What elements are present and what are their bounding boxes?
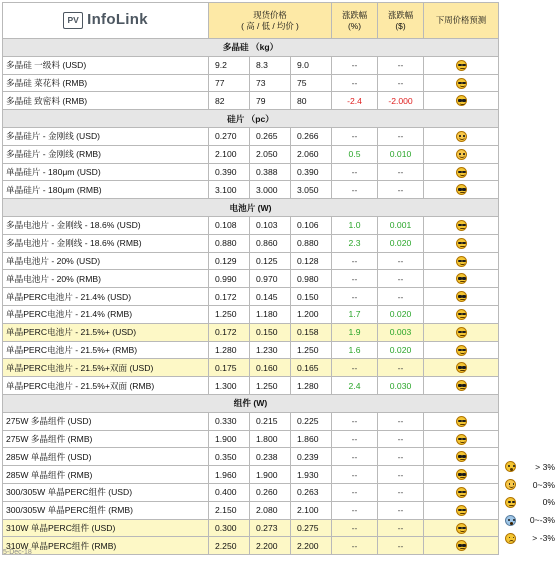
forecast-cell bbox=[424, 537, 499, 555]
sunglasses-face-icon bbox=[456, 309, 467, 320]
sunglasses-face-icon bbox=[456, 434, 467, 445]
change-pct: -- bbox=[332, 163, 378, 181]
change-pct: -- bbox=[332, 74, 378, 92]
price-avg: 1.200 bbox=[291, 305, 332, 323]
sunglasses-face-icon bbox=[456, 505, 467, 516]
product-name: 单晶PERC电池片 - 21.5%+双面 (RMB) bbox=[3, 377, 209, 395]
forecast-cell bbox=[424, 288, 499, 306]
legend-item bbox=[503, 529, 557, 547]
product-name: 单晶硅片 - 180μm (RMB) bbox=[3, 181, 209, 199]
price-low: 1.800 bbox=[250, 430, 291, 448]
product-name: 单晶PERC电池片 - 21.5%+ (USD) bbox=[3, 323, 209, 341]
price-low: 0.970 bbox=[250, 270, 291, 288]
sunglasses-face-icon bbox=[456, 291, 467, 302]
forecast-cell bbox=[424, 430, 499, 448]
forecast-cell bbox=[424, 252, 499, 270]
change-amount: -- bbox=[378, 163, 424, 181]
price-high: 2.150 bbox=[209, 501, 250, 519]
product-name: 300/305W 单晶PERC组件 (USD) bbox=[3, 483, 209, 501]
change-pct: 1.0 bbox=[332, 216, 378, 234]
price-low: 0.238 bbox=[250, 448, 291, 466]
sunglasses-face-icon bbox=[456, 362, 467, 373]
price-avg: 0.390 bbox=[291, 163, 332, 181]
price-avg: 0.158 bbox=[291, 323, 332, 341]
price-low: 1.900 bbox=[250, 466, 291, 484]
price-high: 82 bbox=[209, 92, 250, 110]
product-name: 多晶硅 菜花料 (RMB) bbox=[3, 74, 209, 92]
table-row bbox=[3, 359, 499, 377]
price-high: 0.880 bbox=[209, 234, 250, 252]
change-amount: -- bbox=[378, 127, 424, 145]
change-pct: -- bbox=[332, 359, 378, 377]
table-row bbox=[3, 145, 499, 163]
change-amount: -- bbox=[378, 448, 424, 466]
product-name: 310W 单晶PERC组件 (USD) bbox=[3, 519, 209, 537]
product-name: 285W 单晶组件 (USD) bbox=[3, 448, 209, 466]
table-row bbox=[3, 466, 499, 484]
product-name: 多晶硅 一级料 (USD) bbox=[3, 56, 209, 74]
forecast-cell bbox=[424, 412, 499, 430]
price-low: 1.230 bbox=[250, 341, 291, 359]
infolink-logo bbox=[63, 11, 148, 30]
date-stamp: 5-Dec-18 bbox=[3, 549, 32, 556]
forecast-cell bbox=[424, 341, 499, 359]
change-amount: 0.030 bbox=[378, 377, 424, 395]
price-low: 79 bbox=[250, 92, 291, 110]
legend-item bbox=[503, 458, 557, 476]
legend-label: > -3% bbox=[532, 533, 555, 544]
change-pct: -- bbox=[332, 501, 378, 519]
change-amount: -- bbox=[378, 430, 424, 448]
price-avg: 80 bbox=[291, 92, 332, 110]
change-pct: -- bbox=[332, 466, 378, 484]
table-header-row bbox=[3, 3, 499, 39]
change-amount: -- bbox=[378, 501, 424, 519]
change-pct: -- bbox=[332, 181, 378, 199]
change-pct: 0.5 bbox=[332, 145, 378, 163]
legend-item bbox=[503, 511, 557, 529]
price-low: 2.080 bbox=[250, 501, 291, 519]
spot-price-title: 现货价格 bbox=[253, 10, 287, 20]
table-row bbox=[3, 377, 499, 395]
change-pct: -- bbox=[332, 127, 378, 145]
forecast-cell bbox=[424, 377, 499, 395]
product-name: 单晶PERC电池片 - 21.5%+ (RMB) bbox=[3, 341, 209, 359]
price-avg: 1.860 bbox=[291, 430, 332, 448]
table-row bbox=[3, 483, 499, 501]
table-row bbox=[3, 323, 499, 341]
product-name: 单晶电池片 - 20% (RMB) bbox=[3, 270, 209, 288]
change-amount: 0.003 bbox=[378, 323, 424, 341]
smile-face-icon bbox=[505, 479, 516, 490]
price-avg: 0.266 bbox=[291, 127, 332, 145]
section-row bbox=[3, 39, 499, 57]
change-amount: -- bbox=[378, 483, 424, 501]
change-pct: -- bbox=[332, 430, 378, 448]
price-high: 0.390 bbox=[209, 163, 250, 181]
forecast-cell bbox=[424, 270, 499, 288]
price-avg: 0.263 bbox=[291, 483, 332, 501]
table-row bbox=[3, 412, 499, 430]
price-low: 1.250 bbox=[250, 377, 291, 395]
price-low: 0.150 bbox=[250, 323, 291, 341]
change-amount: 0.020 bbox=[378, 341, 424, 359]
price-low: 73 bbox=[250, 74, 291, 92]
price-high: 1.960 bbox=[209, 466, 250, 484]
change-pct-unit: (%) bbox=[348, 20, 362, 31]
price-high: 0.300 bbox=[209, 519, 250, 537]
change-amount: -- bbox=[378, 74, 424, 92]
change-amount: -- bbox=[378, 537, 424, 555]
product-name: 多晶硅片 - 金刚线 (RMB) bbox=[3, 145, 209, 163]
price-low: 2.200 bbox=[250, 537, 291, 555]
forecast-cell bbox=[424, 483, 499, 501]
price-high: 1.280 bbox=[209, 341, 250, 359]
price-low: 0.160 bbox=[250, 359, 291, 377]
change-amount: 0.001 bbox=[378, 216, 424, 234]
price-low: 0.273 bbox=[250, 519, 291, 537]
price-low: 0.215 bbox=[250, 412, 291, 430]
pv-logo-icon: PV bbox=[63, 12, 83, 29]
price-high: 0.270 bbox=[209, 127, 250, 145]
price-table bbox=[2, 2, 499, 555]
price-avg: 1.930 bbox=[291, 466, 332, 484]
legend-label: > 3% bbox=[535, 461, 555, 472]
section-title: 硅片 （pc） bbox=[3, 110, 499, 128]
price-high: 1.300 bbox=[209, 377, 250, 395]
price-high: 3.100 bbox=[209, 181, 250, 199]
table-row bbox=[3, 234, 499, 252]
price-high: 9.2 bbox=[209, 56, 250, 74]
table-row bbox=[3, 501, 499, 519]
product-name: 单晶PERC电池片 - 21.4% (RMB) bbox=[3, 305, 209, 323]
smile-face-icon bbox=[456, 149, 467, 160]
change-amount: -- bbox=[378, 56, 424, 74]
section-title: 电池片 (W) bbox=[3, 199, 499, 217]
change-pct: -- bbox=[332, 270, 378, 288]
price-high: 0.400 bbox=[209, 483, 250, 501]
change-amount: -- bbox=[378, 270, 424, 288]
change-amount: -- bbox=[378, 359, 424, 377]
sunglasses-face-icon bbox=[456, 327, 467, 338]
sunglasses-face-icon bbox=[505, 497, 516, 508]
sunglasses-face-icon bbox=[456, 273, 467, 284]
logo-text: InfoLink bbox=[87, 11, 148, 29]
legend-item bbox=[503, 494, 557, 512]
change-pct: 1.6 bbox=[332, 341, 378, 359]
price-avg: 0.880 bbox=[291, 234, 332, 252]
table-row bbox=[3, 74, 499, 92]
price-avg: 9.0 bbox=[291, 56, 332, 74]
forecast-legend bbox=[503, 458, 557, 547]
product-name: 285W 单晶组件 (RMB) bbox=[3, 466, 209, 484]
price-low: 0.265 bbox=[250, 127, 291, 145]
legend-label: 0% bbox=[542, 497, 555, 508]
table-row bbox=[3, 448, 499, 466]
forecast-cell bbox=[424, 359, 499, 377]
product-name: 多晶电池片 - 金刚线 - 18.6% (RMB) bbox=[3, 234, 209, 252]
section-title: 多晶硅 （kg） bbox=[3, 39, 499, 57]
sunglasses-face-icon bbox=[456, 469, 467, 480]
sunglasses-face-icon bbox=[456, 167, 467, 178]
change-amount: -- bbox=[378, 252, 424, 270]
price-low: 0.860 bbox=[250, 234, 291, 252]
forecast-cell bbox=[424, 145, 499, 163]
sunglasses-face-icon bbox=[456, 416, 467, 427]
price-avg: 1.250 bbox=[291, 341, 332, 359]
product-name: 275W 多晶组件 (RMB) bbox=[3, 430, 209, 448]
table-row bbox=[3, 181, 499, 199]
sunglasses-face-icon bbox=[456, 380, 467, 391]
product-name: 275W 多晶组件 (USD) bbox=[3, 412, 209, 430]
table-row bbox=[3, 127, 499, 145]
product-name: 310W 单晶PERC组件 (RMB) bbox=[3, 537, 209, 555]
product-name: 单晶电池片 - 20% (USD) bbox=[3, 252, 209, 270]
change-pct-title: 涨跌幅 bbox=[341, 10, 368, 20]
price-high: 1.250 bbox=[209, 305, 250, 323]
sunglasses-face-icon bbox=[456, 220, 467, 231]
table-row bbox=[3, 56, 499, 74]
sunglasses-face-icon bbox=[456, 487, 467, 498]
forecast-cell bbox=[424, 216, 499, 234]
price-avg: 0.106 bbox=[291, 216, 332, 234]
forecast-cell bbox=[424, 305, 499, 323]
smile-face-icon bbox=[456, 131, 467, 142]
table-row bbox=[3, 341, 499, 359]
forecast-cell bbox=[424, 519, 499, 537]
price-high: 0.175 bbox=[209, 359, 250, 377]
change-pct: -- bbox=[332, 288, 378, 306]
table-row bbox=[3, 252, 499, 270]
price-avg: 0.225 bbox=[291, 412, 332, 430]
sunglasses-face-icon bbox=[456, 451, 467, 462]
product-name: 单晶PERC电池片 - 21.5%+双面 (USD) bbox=[3, 359, 209, 377]
price-low: 0.145 bbox=[250, 288, 291, 306]
product-name: 多晶电池片 - 金刚线 - 18.6% (USD) bbox=[3, 216, 209, 234]
price-avg: 2.200 bbox=[291, 537, 332, 555]
change-pct: 1.9 bbox=[332, 323, 378, 341]
spot-price-subtitle: ( 高 / 低 / 均价 ) bbox=[241, 20, 299, 31]
forecast-cell bbox=[424, 323, 499, 341]
forecast-cell bbox=[424, 181, 499, 199]
change-pct: -- bbox=[332, 537, 378, 555]
sunglasses-face-icon bbox=[456, 345, 467, 356]
price-high: 1.900 bbox=[209, 430, 250, 448]
change-amount: -- bbox=[378, 466, 424, 484]
table-row bbox=[3, 270, 499, 288]
price-avg: 1.280 bbox=[291, 377, 332, 395]
change-pct: -2.4 bbox=[332, 92, 378, 110]
change-amount: 0.020 bbox=[378, 234, 424, 252]
spot-price-header bbox=[209, 3, 332, 39]
change-pct: -- bbox=[332, 412, 378, 430]
change-amount: -- bbox=[378, 519, 424, 537]
product-name: 300/305W 单晶PERC组件 (RMB) bbox=[3, 501, 209, 519]
forecast-cell bbox=[424, 466, 499, 484]
price-high: 2.100 bbox=[209, 145, 250, 163]
price-high: 0.330 bbox=[209, 412, 250, 430]
sunglasses-face-icon bbox=[456, 184, 467, 195]
sunglasses-face-icon bbox=[456, 78, 467, 89]
change-usd-unit: ($) bbox=[395, 20, 406, 31]
price-high: 0.108 bbox=[209, 216, 250, 234]
forecast-cell bbox=[424, 501, 499, 519]
forecast-cell bbox=[424, 234, 499, 252]
sunglasses-face-icon bbox=[456, 95, 467, 106]
product-name: 单晶硅片 - 180μm (USD) bbox=[3, 163, 209, 181]
forecast-cell bbox=[424, 74, 499, 92]
table-row bbox=[3, 288, 499, 306]
sunglasses-face-icon bbox=[456, 256, 467, 267]
legend-item bbox=[503, 476, 557, 494]
logo-cell bbox=[3, 3, 209, 39]
price-avg: 0.128 bbox=[291, 252, 332, 270]
price-avg: 0.980 bbox=[291, 270, 332, 288]
forecast-cell bbox=[424, 56, 499, 74]
section-title: 组件 (W) bbox=[3, 394, 499, 412]
table-row bbox=[3, 163, 499, 181]
fearful-face-icon bbox=[505, 461, 516, 472]
section-row bbox=[3, 199, 499, 217]
price-low: 0.388 bbox=[250, 163, 291, 181]
change-amount: -2.000 bbox=[378, 92, 424, 110]
price-low: 0.125 bbox=[250, 252, 291, 270]
change-pct: -- bbox=[332, 483, 378, 501]
table-row bbox=[3, 519, 499, 537]
change-pct: -- bbox=[332, 448, 378, 466]
product-name: 单晶PERC电池片 - 21.4% (USD) bbox=[3, 288, 209, 306]
table-row bbox=[3, 216, 499, 234]
change-pct: 1.7 bbox=[332, 305, 378, 323]
change-usd-title: 涨跌幅 bbox=[387, 10, 414, 20]
change-pct: -- bbox=[332, 519, 378, 537]
price-low: 2.050 bbox=[250, 145, 291, 163]
price-high: 0.990 bbox=[209, 270, 250, 288]
section-row bbox=[3, 394, 499, 412]
change-pct-header bbox=[332, 3, 378, 39]
price-avg: 2.100 bbox=[291, 501, 332, 519]
forecast-cell bbox=[424, 448, 499, 466]
change-amount: -- bbox=[378, 288, 424, 306]
product-name: 多晶硅片 - 金刚线 (USD) bbox=[3, 127, 209, 145]
change-pct: -- bbox=[332, 252, 378, 270]
price-avg: 0.239 bbox=[291, 448, 332, 466]
sunglasses-face-icon bbox=[456, 523, 467, 534]
change-amount: 0.020 bbox=[378, 305, 424, 323]
price-high: 77 bbox=[209, 74, 250, 92]
price-low: 3.000 bbox=[250, 181, 291, 199]
forecast-cell bbox=[424, 163, 499, 181]
price-high: 0.172 bbox=[209, 288, 250, 306]
table-row bbox=[3, 305, 499, 323]
price-high: 0.350 bbox=[209, 448, 250, 466]
change-usd-header bbox=[378, 3, 424, 39]
scared-face-icon bbox=[505, 515, 516, 526]
change-amount: 0.010 bbox=[378, 145, 424, 163]
price-avg: 3.050 bbox=[291, 181, 332, 199]
section-row bbox=[3, 110, 499, 128]
forecast-cell bbox=[424, 127, 499, 145]
price-high: 0.172 bbox=[209, 323, 250, 341]
price-avg: 2.060 bbox=[291, 145, 332, 163]
table-row bbox=[3, 92, 499, 110]
price-low: 0.260 bbox=[250, 483, 291, 501]
price-high: 2.250 bbox=[209, 537, 250, 555]
price-low: 8.3 bbox=[250, 56, 291, 74]
product-name: 多晶硅 致密料 (RMB) bbox=[3, 92, 209, 110]
change-amount: -- bbox=[378, 412, 424, 430]
forecast-header: 下周价格预测 bbox=[424, 3, 499, 39]
forecast-cell bbox=[424, 92, 499, 110]
price-low: 1.180 bbox=[250, 305, 291, 323]
table-row bbox=[3, 430, 499, 448]
price-avg: 75 bbox=[291, 74, 332, 92]
price-high: 0.129 bbox=[209, 252, 250, 270]
price-avg: 0.165 bbox=[291, 359, 332, 377]
price-avg: 0.150 bbox=[291, 288, 332, 306]
sunglasses-face-icon bbox=[456, 238, 467, 249]
price-low: 0.103 bbox=[250, 216, 291, 234]
change-pct: -- bbox=[332, 56, 378, 74]
table-row bbox=[3, 537, 499, 555]
sunglasses-face-icon bbox=[456, 540, 467, 551]
sad-face-icon bbox=[505, 533, 516, 544]
legend-label: 0~-3% bbox=[529, 515, 555, 526]
legend-label: 0~3% bbox=[532, 479, 555, 490]
change-pct: 2.4 bbox=[332, 377, 378, 395]
change-amount: -- bbox=[378, 181, 424, 199]
change-pct: 2.3 bbox=[332, 234, 378, 252]
sunglasses-face-icon bbox=[456, 60, 467, 71]
price-avg: 0.275 bbox=[291, 519, 332, 537]
